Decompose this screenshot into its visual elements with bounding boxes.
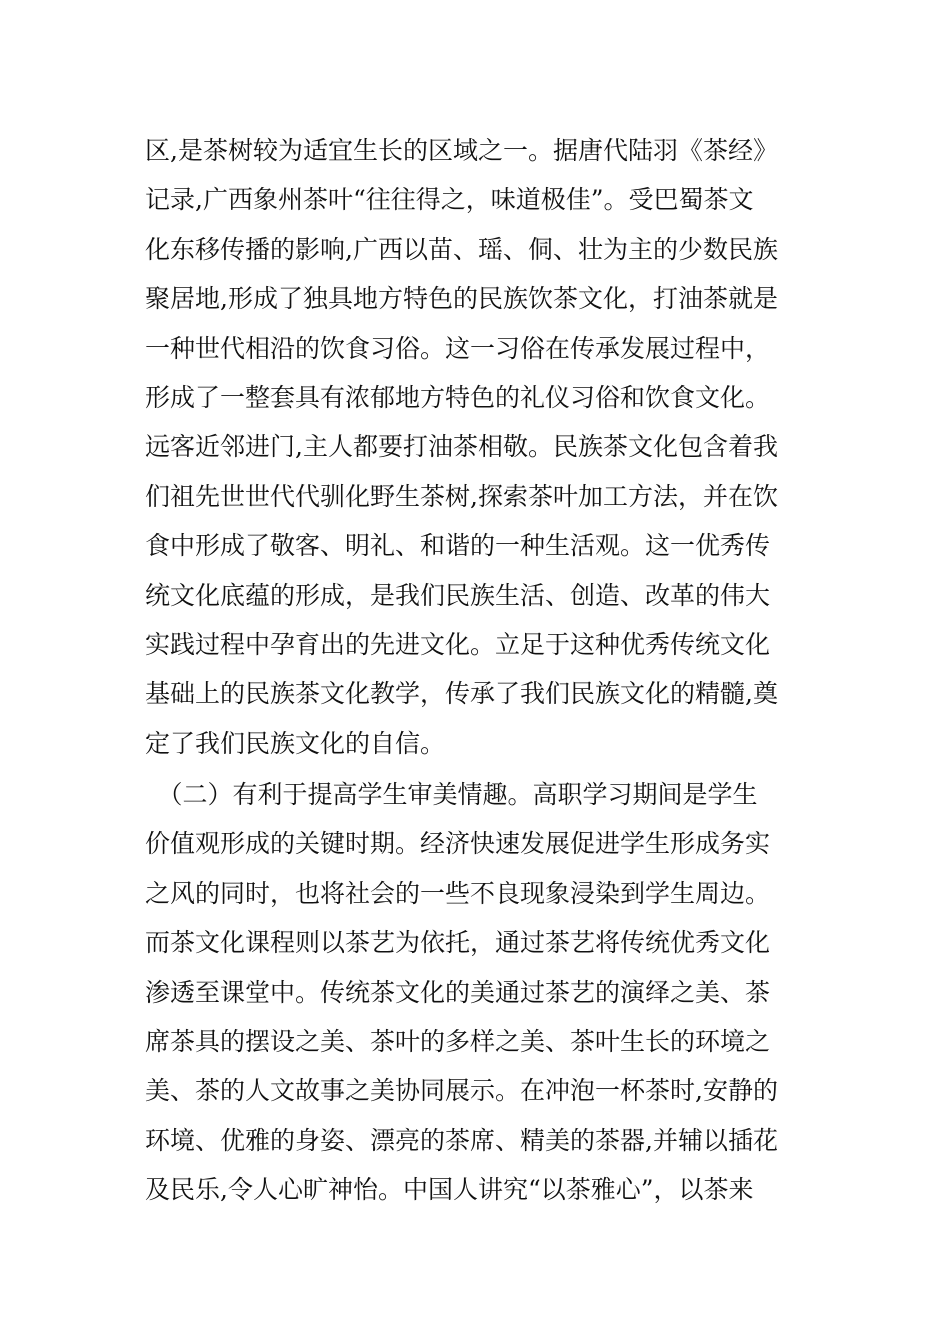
text-line: 远客近邻进门,主人都要打油茶相敬。民族茶文化包含着我 bbox=[145, 432, 778, 462]
text-line: 们祖先世世代代驯化野生茶树,探索茶叶加工方法，并在饮 bbox=[145, 481, 778, 511]
text-line: 而茶文化课程则以茶艺为依托，通过茶艺将传统优秀文化 bbox=[145, 928, 771, 958]
text-line: 形成了一整套具有浓郁地方特色的礼仪习俗和饮食文化。 bbox=[145, 382, 771, 412]
text-line: 区,是茶树较为适宜生长的区域之一。据唐代陆羽《茶经》 bbox=[145, 136, 778, 165]
text-line: 基础上的民族茶文化教学，传承了我们民族文化的精髓,奠 bbox=[145, 679, 778, 709]
text-line: （二）有利于提高学生审美情趣。高职学习期间是学生 bbox=[145, 780, 758, 810]
paragraph-1 bbox=[145, 126, 795, 768]
text-line: 一种世代相沿的饮食习俗。这一习俗在传承发展过程中， bbox=[145, 333, 771, 363]
text-line: 聚居地,形成了独具地方特色的民族饮茶文化，打油茶就是 bbox=[145, 284, 778, 314]
text-line: 环境、优雅的身姿、漂亮的茶席、精美的茶器,并辅以插花 bbox=[145, 1125, 778, 1155]
text-line: 记录,广西象州茶叶“往往得之，味道极佳”。受巴蜀茶文 bbox=[145, 185, 754, 215]
text-line: 席茶具的摆设之美、茶叶的多样之美、茶叶生长的环境之 bbox=[145, 1027, 771, 1057]
text-line: 化东移传播的影响,广西以苗、瑶、侗、壮为主的少数民族 bbox=[145, 234, 778, 264]
text-line: 之风的同时，也将社会的一些不良现象浸染到学生周边。 bbox=[145, 878, 771, 908]
document-body bbox=[145, 126, 795, 1215]
text-line: 及民乐,令人心旷神怡。中国人讲究“以茶雅心”，以茶来 bbox=[145, 1175, 754, 1205]
text-line: 食中形成了敬客、明礼、和谐的一种生活观。这一优秀传 bbox=[145, 531, 771, 561]
text-line: 统文化底蕴的形成，是我们民族生活、创造、改革的伟大 bbox=[145, 580, 771, 610]
text-line: 美、茶的人文故事之美协同展示。在冲泡一杯茶时,安静的 bbox=[145, 1076, 778, 1106]
text-line: 定了我们民族文化的自信。 bbox=[145, 728, 446, 758]
paragraph-2 bbox=[145, 770, 795, 1215]
text-line: 实践过程中孕育出的先进文化。立足于这种优秀传统文化 bbox=[145, 629, 771, 659]
text-line: 价值观形成的关键时期。经济快速发展促进学生形成务实 bbox=[145, 829, 771, 859]
text-line: 渗透至课堂中。传统茶文化的美通过茶艺的演绎之美、茶 bbox=[145, 977, 771, 1007]
